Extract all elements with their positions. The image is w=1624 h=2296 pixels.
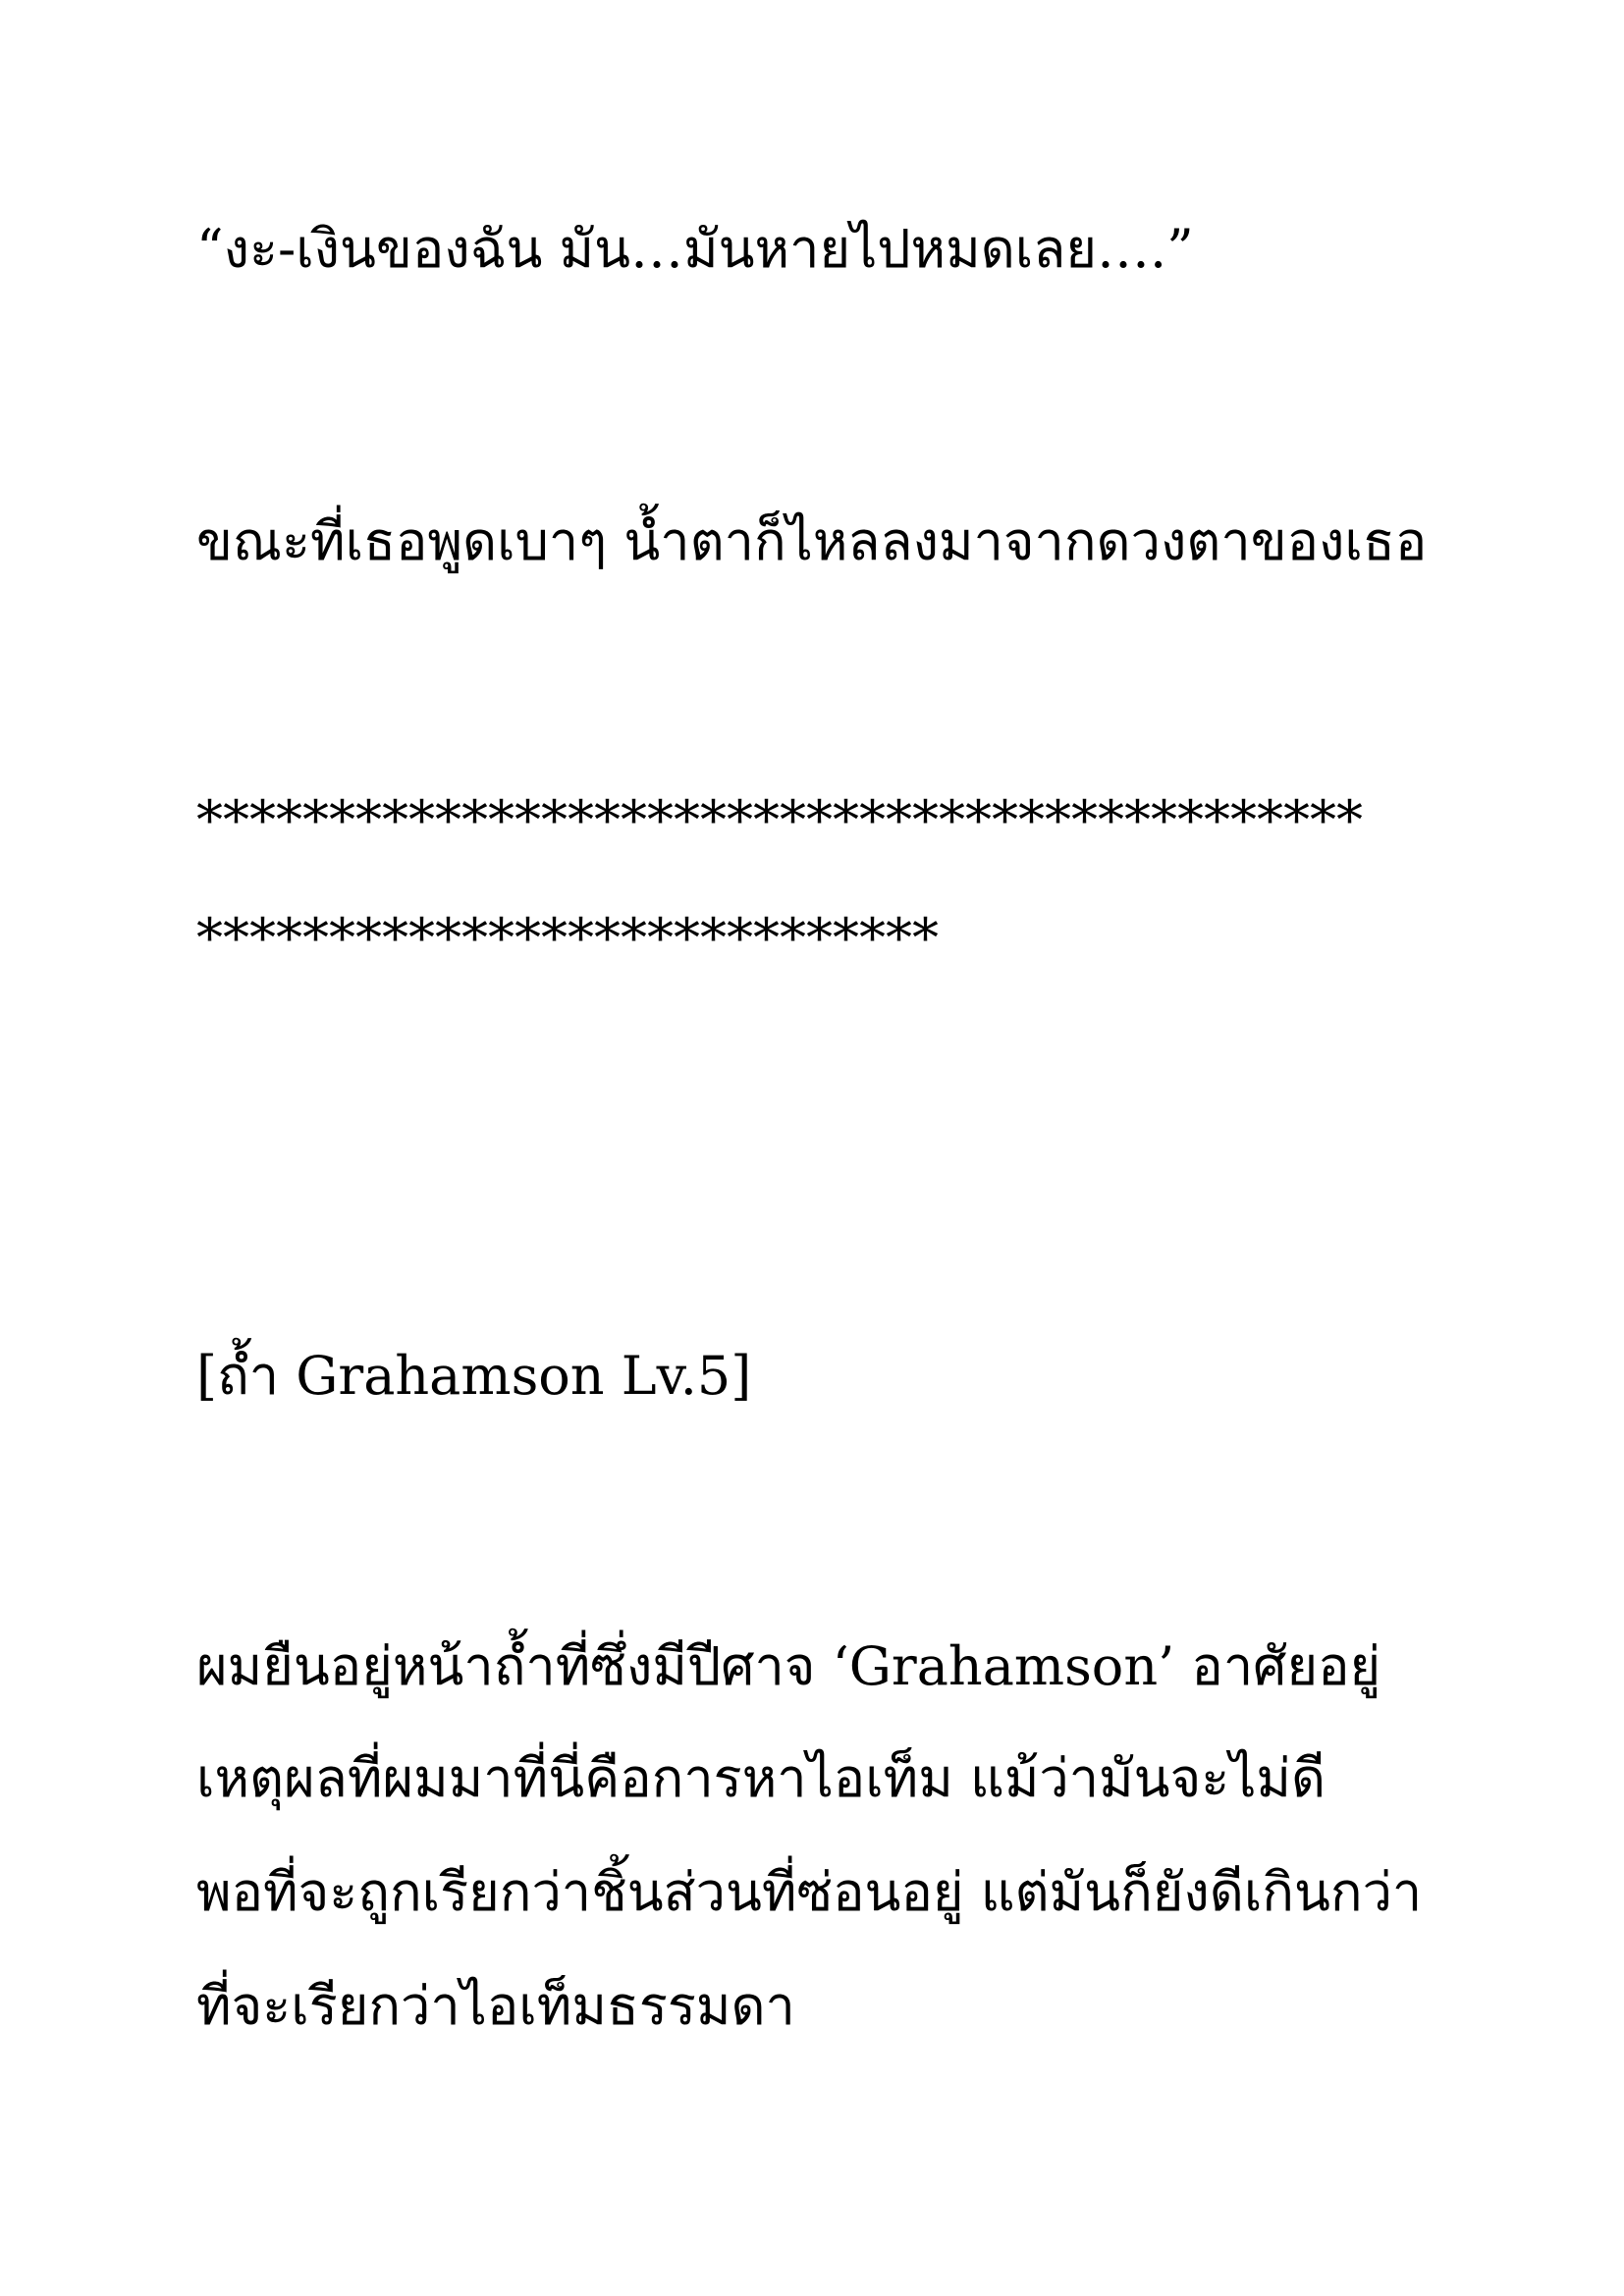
dialogue-line: “งะ-เงินของฉัน มัน…มันหายไปหมดเลย….” <box>196 218 1194 280</box>
paragraph-line-4: ที่จะเรียกว่าไอเท็มธรรมดา <box>196 1975 795 2037</box>
location-heading: [ถ้ำ Grahamson Lv.5] <box>196 1345 752 1407</box>
paragraph-line-1: ผมยืนอยู่หน้าถ้ำที่ซึ่งมีปีศาจ ‘Grahamson’ อาศัยอยู่ <box>196 1635 1381 1697</box>
narration-line: ขณะที่เธอพูดเบาๆ น้ำตาก็ไหลลงมาจากดวงตาของเธอ <box>196 510 1428 572</box>
scene-divider-line-2: **************************** <box>196 907 939 969</box>
scene-divider-line-1: ******************************************** <box>196 789 1363 851</box>
paragraph-line-3: พอที่จะถูกเรียกว่าชิ้นส่วนที่ซ่อนอยู่ แต่มันก็ยังดีเกินกว่า <box>196 1861 1423 1923</box>
paragraph-line-2: เหตุผลที่ผมมาที่นี่คือการหาไอเท็ม แม้ว่ามันจะไม่ดี <box>196 1747 1326 1809</box>
